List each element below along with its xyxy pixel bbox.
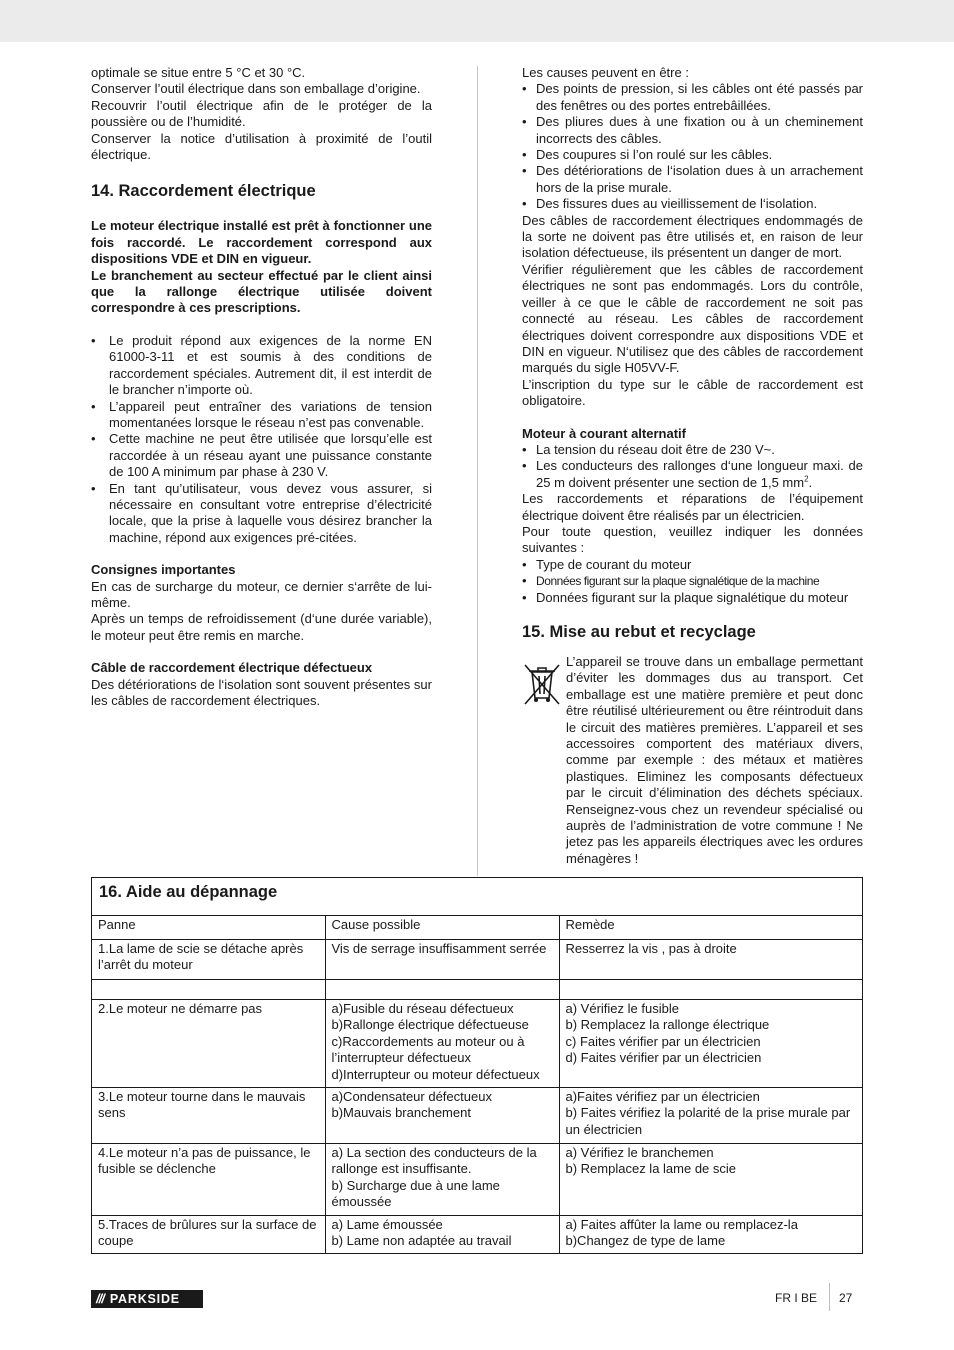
column-divider bbox=[477, 66, 478, 876]
cable-title: Câble de raccordement électrique défectueux bbox=[91, 660, 373, 676]
section-14-bold-para-1: Le moteur électrique installé est prêt à fonctionner une fois raccordé. Le raccordement correspond aux dispositions VDE et DIN en vigueur. bbox=[91, 218, 432, 267]
header-panne: Panne bbox=[92, 916, 325, 940]
cell-text: b) Lame non adaptée au travail bbox=[331, 1233, 512, 1249]
table-cell-cause bbox=[325, 1216, 559, 1254]
list-item: • Les conducteurs des rallonges d‘une longueur maxi. de 25 m doivent présenter une section de 1,5 $mm^2$. bbox=[522, 458, 863, 491]
table-cell-cause bbox=[325, 1000, 559, 1088]
cell-text: a)Condensateur défectueux bbox=[331, 1089, 492, 1104]
cell-text: b)Changez de type de lame bbox=[565, 1233, 726, 1249]
footer-divider bbox=[829, 1283, 830, 1311]
language-label: FR I BE bbox=[775, 1291, 818, 1305]
table-cell-remede bbox=[559, 1088, 862, 1144]
section-16-title: 16. Aide au dépannage bbox=[99, 883, 278, 901]
list-item: • En tant qu’utilisateur, vous devez vous assurer, si nécessaire en consultant votre entreprise d’électricité locale, que la prise à laquelle vous désirez brancher la machine, répond aux exigences pré-citées. bbox=[91, 481, 432, 547]
header-cause: Cause possible bbox=[325, 916, 559, 940]
top-bar bbox=[0, 0, 954, 42]
section-14-bold-para-2: Le branchement au secteur effectué par le client ainsi que la rallonge électrique utilisée doivent correspondre à ces prescriptions. bbox=[91, 267, 432, 316]
ac-motor-list bbox=[522, 442, 863, 491]
intro-line-1: optimale se situe entre 5 °C et 30 °C. bbox=[91, 65, 306, 80]
requirements-list bbox=[91, 333, 432, 546]
brand-logo: /// PARKSIDE bbox=[91, 1290, 203, 1308]
table-header-row bbox=[92, 916, 862, 940]
list-item: • Des points de pression, si les câbles ont été passés par des fenêtres ou des portes entrebâillées. bbox=[522, 81, 863, 114]
cell-text: d) Faites vérifier par un électricien bbox=[565, 1050, 762, 1066]
intro-line-4: Conserver la notice d’utilisation à proximité de l’outil électrique. bbox=[91, 130, 432, 163]
cell-text: a) La section des conducteurs de la rallonge est insuffisante. bbox=[331, 1145, 537, 1177]
data-list bbox=[522, 557, 863, 606]
cell-text: a)Faites vérifiez par un électricien bbox=[565, 1089, 760, 1104]
recycling-block bbox=[522, 654, 863, 867]
left-column bbox=[91, 65, 432, 709]
cable-text: Des détériorations de l‘isolation sont souvent présentes sur les câbles de raccordement électriques. bbox=[91, 676, 432, 708]
cell-text: Vis de serrage insuffisamment serrée bbox=[331, 941, 547, 956]
cell-text: a) Lame émoussée bbox=[331, 1217, 443, 1232]
list-item: • Des fissures dues au vieillissement de l‘isolation. bbox=[522, 196, 863, 212]
cell-text: c)Raccordements au moteur ou à l’interrupteur défectueux bbox=[331, 1033, 525, 1066]
table-cell-remede bbox=[559, 980, 862, 1000]
list-item: • L’appareil peut entraîner des variations de tension momentanées lorsque le réseau n’est pas convenable. bbox=[91, 399, 432, 432]
table-row bbox=[92, 940, 862, 980]
recycling-text: L’appareil se trouve dans un emballage permettant d’éviter les dommages dus au transport. Cet emballage est une matière première et peut donc être réutilisé ultérieurement ou être réintroduit dans le circuit des matières premières. L’appareil et ses accessoires comportent des matériaux divers, comme par exemple : des métaux et matières plastiques. Eliminez les composants défectueux par le circuit d’élimination des déchets spéciaux. Renseignez-vous chez un revendeur spécialisé ou auprès de l’administration de votre commune ! Ne jetez pas les appareils électriques avec les ordures ménagères ! bbox=[566, 654, 863, 866]
list-item: • Des coupures si l’on roulé sur les câbles. bbox=[522, 147, 863, 163]
cell-text: a) Vérifiez le fusible bbox=[565, 1001, 679, 1016]
cell-text: 5.Traces de brûlures sur la surface de coupe bbox=[98, 1217, 317, 1249]
page-number: 27 bbox=[839, 1291, 853, 1305]
list-item: • Type de courant du moteur bbox=[522, 557, 863, 573]
cell-text: 3.Le moteur tourne dans le mauvais sens bbox=[98, 1089, 306, 1121]
intro-line-3: Recouvrir l’outil électrique afin de le protéger de la poussière ou de l’humidité. bbox=[91, 97, 432, 130]
list-item: • La tension du réseau doit être de 230 V~. bbox=[522, 442, 863, 458]
causes-list bbox=[522, 81, 863, 212]
table-row bbox=[92, 980, 862, 1000]
cell-text: b) Faites vérifiez la polarité de la prise murale par un électricien bbox=[565, 1105, 851, 1137]
list-item: • Des pliures dues à une fixation ou à un cheminement incorrects des câbles. bbox=[522, 114, 863, 147]
cell-text: b)Mauvais branchement bbox=[331, 1105, 471, 1121]
troubleshooting-table bbox=[92, 915, 862, 1254]
table-cell-remede bbox=[559, 1216, 862, 1254]
table-row bbox=[92, 1144, 862, 1216]
list-item: • Données figurant sur la plaque signalétique de la machine bbox=[522, 573, 863, 589]
section-14-title: 14. Raccordement électrique bbox=[91, 182, 316, 201]
consignes-text-2: Après un temps de refroidissement (d‘une durée variable), le moteur peut être remis en marche. bbox=[91, 611, 432, 643]
table-cell-panne bbox=[92, 1144, 325, 1216]
cell-text: b)Rallonge électrique défectueuse bbox=[331, 1017, 529, 1033]
cell-text: d)Interrupteur ou moteur défectueux bbox=[331, 1066, 540, 1082]
cell-text: Resserrez la vis , pas à droite bbox=[565, 941, 737, 956]
list-item: • Des détériorations de l‘isolation dues à un arrachement hors de la prise murale. bbox=[522, 163, 863, 196]
right-para-2: Vérifier régulièrement que les câbles de raccordement électriques ne sont pas endommagés. Lors du contrôle, veiller à ce que le câble de raccordement ne soit pas connecté au réseau. Les câbles de raccordement électriques doivent correspondre aux dispositions VDE et DIN en vigueur. N‘utilisez que des câbles de raccordement marqués du sigle H05VV-F. bbox=[522, 261, 863, 376]
cell-text: b) Surcharge due à une lame émoussée bbox=[331, 1177, 500, 1210]
table-row bbox=[92, 1000, 862, 1088]
table-cell-cause bbox=[325, 940, 559, 980]
cell-text: c) Faites vérifier par un électricien bbox=[565, 1033, 761, 1049]
table-cell-remede bbox=[559, 940, 862, 980]
cell-text: b) Remplacez la rallonge électrique bbox=[565, 1017, 770, 1033]
crossed-out-bin-icon bbox=[522, 660, 562, 706]
right-para-1: Des câbles de raccordement électriques endommagés de la sorte ne doivent pas être utilisés et, en raison de leur isolation défectueuse, ils présentent un danger de mort. bbox=[522, 212, 863, 261]
table-cell-panne bbox=[92, 980, 325, 1000]
table-cell-cause bbox=[325, 980, 559, 1000]
cell-text: a)Fusible du réseau défectueux bbox=[331, 1001, 514, 1016]
table-cell-panne bbox=[92, 1000, 325, 1088]
right-para-4: Les raccordements et réparations de l’équipement électrique doivent être réalisés par un électricien. bbox=[522, 491, 863, 523]
table-row bbox=[92, 1088, 862, 1144]
causes-intro: Les causes peuvent en être : bbox=[522, 65, 689, 80]
list-item: • Le produit répond aux exigences de la norme EN 61000-3-11 et est soumis à des conditions de raccordement spéciales. Autrement dit, il est interdit de le brancher n’importe où. bbox=[91, 333, 432, 399]
consignes-title: Consignes importantes bbox=[91, 562, 236, 578]
list-item: • Cette machine ne peut être utilisée que lorsqu’elle est raccordée à un réseau ayant une puissance constante de 100 A minimum par phase à 230 V. bbox=[91, 431, 432, 480]
table-row bbox=[92, 1216, 862, 1254]
consignes-text-1: En cas de surcharge du moteur, ce dernier s‘arrête de lui-même. bbox=[91, 578, 432, 610]
cell-text: b) Remplacez la lame de scie bbox=[565, 1161, 737, 1177]
table-cell-panne bbox=[92, 940, 325, 980]
right-para-3: L’inscription du type sur le câble de raccordement est obligatoire. bbox=[522, 376, 863, 409]
table-cell-panne bbox=[92, 1216, 325, 1254]
header-remede: Remède bbox=[559, 916, 862, 940]
intro-line-2: Conserver l’outil électrique dans son emballage d’origine. bbox=[91, 81, 421, 97]
troubleshooting-panel bbox=[91, 877, 863, 1254]
table-cell-cause bbox=[325, 1088, 559, 1144]
cell-text: 4.Le moteur n’a pas de puissance, le fusible se déclenche bbox=[98, 1145, 311, 1177]
cell-text: 1.La lame de scie se détache après l’arrêt du moteur bbox=[98, 941, 304, 973]
right-para-5: Pour toute question, veuillez indiquer les données suivantes : bbox=[522, 523, 863, 556]
table-cell-remede bbox=[559, 1000, 862, 1088]
table-cell-panne bbox=[92, 1088, 325, 1144]
cell-text: a) Faites affûter la lame ou remplacez-la bbox=[565, 1217, 798, 1232]
list-item: • Données figurant sur la plaque signalétique du moteur bbox=[522, 590, 863, 606]
section-15-title: 15. Mise au rebut et recyclage bbox=[522, 623, 756, 641]
cell-text: a) Vérifiez le branchemen bbox=[565, 1145, 714, 1160]
table-cell-remede bbox=[559, 1144, 862, 1216]
right-column bbox=[522, 65, 863, 867]
table-cell-cause bbox=[325, 1144, 559, 1216]
ac-motor-title: Moteur à courant alternatif bbox=[522, 425, 686, 441]
cell-text: 2.Le moteur ne démarre pas bbox=[98, 1001, 263, 1016]
